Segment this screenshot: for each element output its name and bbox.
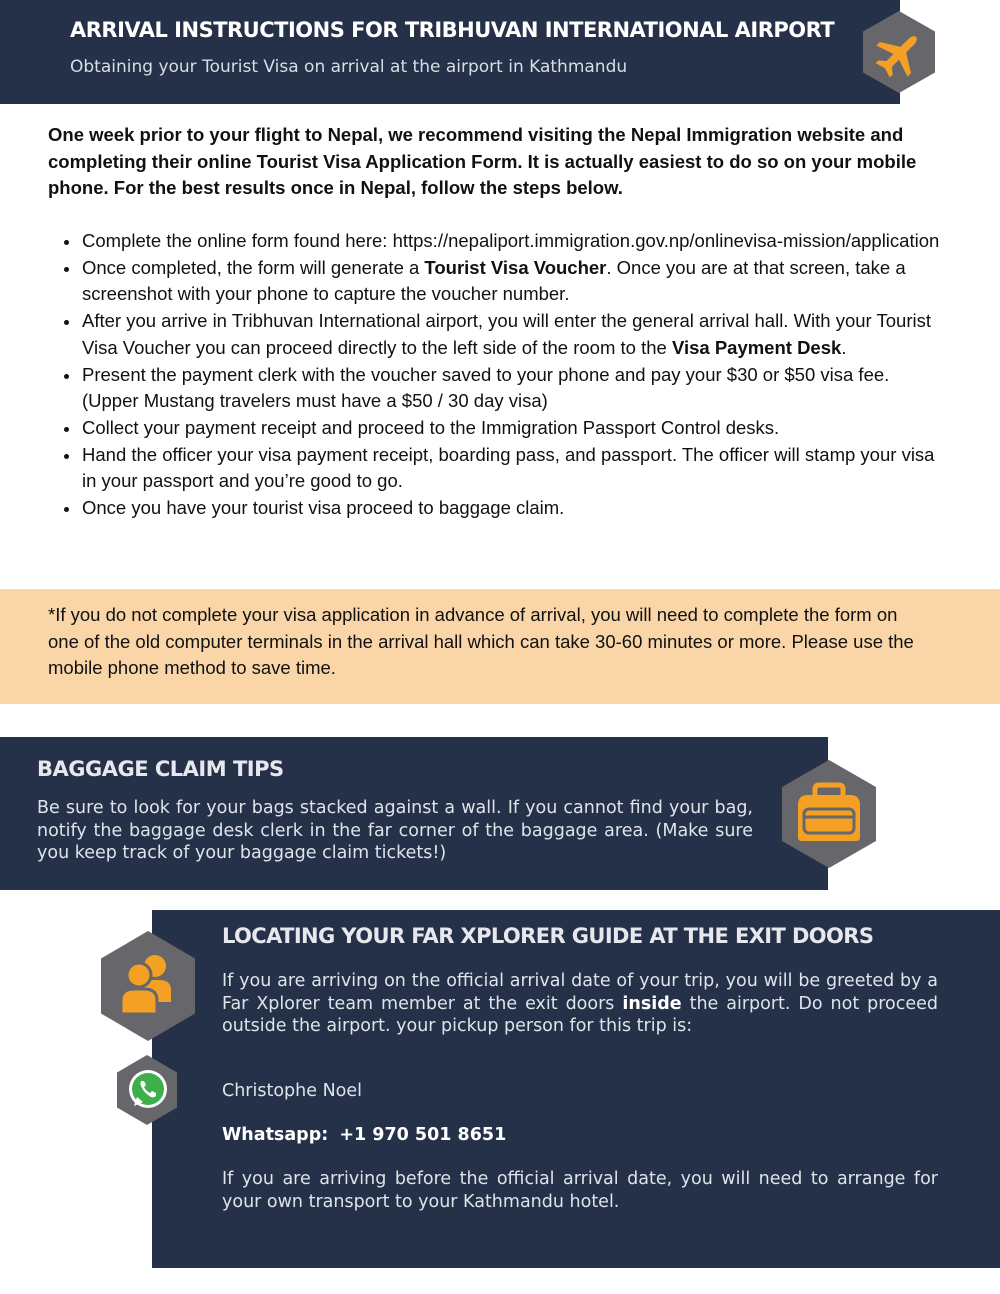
baggage-section [0, 737, 828, 890]
page-subtitle: Obtaining your Tourist Visa on arrival at the airport in Kathmandu [70, 57, 628, 77]
early-arrival-paragraph: If you are arriving before the official arrival date, you will need to arrange for your own transport to your Kathmandu hotel. [222, 1169, 938, 1212]
airplane-icon [861, 10, 937, 94]
list-item: Once completed, the form will generate a Tourist Visa Voucher. Once you are at that screen, take a screenshot with your phone to capture the voucher number. [82, 255, 942, 308]
intro-paragraph: One week prior to your flight to Nepal, we recommend visiting the Nepal Immigration website and completing their online Tourist Visa Application Form. It is actually easiest to do so on your mobile phone. For the best results once in Nepal, follow the steps below. [48, 124, 917, 198]
visa-payment-desk-term: Visa Payment Desk [671, 336, 842, 358]
tourist-visa-voucher-term: Tourist Visa Voucher [424, 256, 607, 278]
whatsapp-icon[interactable] [115, 1054, 179, 1126]
steps-list [48, 228, 942, 522]
list-item: Hand the officer your visa payment receipt, boarding pass, and passport. The officer will stamp your visa in your passport and you’re good to go. [82, 442, 942, 495]
whatsapp-contact [222, 1124, 938, 1147]
list-item: After you arrive in Tribhuvan International airport, you will enter the general arrival hall. With your Tourist Visa Voucher you can proceed directly to the left side of the room to the Visa Payment Desk. [82, 308, 942, 361]
list-item: Present the payment clerk with the voucher saved to your phone and pay your $30 or $50 visa fee. (Upper Mustang travelers must have a $50 / 30 day visa) [82, 362, 942, 415]
baggage-title: BAGGAGE CLAIM TIPS [37, 757, 284, 781]
whatsapp-label: Whatsapp: [222, 1125, 329, 1145]
bag-icon [780, 759, 878, 869]
pickup-person-name: Christophe Noel [222, 1081, 363, 1101]
page-title: ARRIVAL INSTRUCTIONS FOR TRIBHUVAN INTERNATIONAL AIRPORT [70, 18, 835, 42]
list-item: Complete the online form found here: https://nepaliport.immigration.gov.np/onlinevisa-mission/application [82, 228, 942, 255]
whatsapp-number[interactable]: +1 970 501 8651 [339, 1125, 507, 1145]
guide-title: LOCATING YOUR FAR XPLORER GUIDE AT THE EXIT DOORS [222, 924, 874, 948]
header-banner [0, 0, 900, 104]
baggage-text: Be sure to look for your bags stacked against a wall. If you cannot find your bag, notify the baggage desk clerk in the far corner of the baggage area. (Make sure you keep track of your baggage claim tickets!) [37, 798, 753, 863]
list-item: Collect your payment receipt and proceed to the Immigration Passport Control desks. [82, 415, 942, 442]
guide-greeting-paragraph: If you are arriving on the official arrival date of your trip, you will be greeted by a Far Xplorer team member at the exit doors inside the airport. Do not proceed outside the airport. your pickup person for this trip is: [222, 971, 939, 1036]
guide-section [152, 910, 1000, 1268]
people-icon [99, 930, 197, 1042]
inside-emphasis: inside [622, 993, 682, 1014]
advance-notice-text: *If you do not complete your visa application in advance of arrival, you will need to complete the form on one of the old computer terminals in the arrival hall which can take 30-60 minutes or more. Please use the mobile phone method to save time. [48, 604, 914, 679]
advance-notice-box [0, 589, 1000, 704]
list-item: Once you have your tourist visa proceed to baggage claim. [82, 495, 942, 522]
